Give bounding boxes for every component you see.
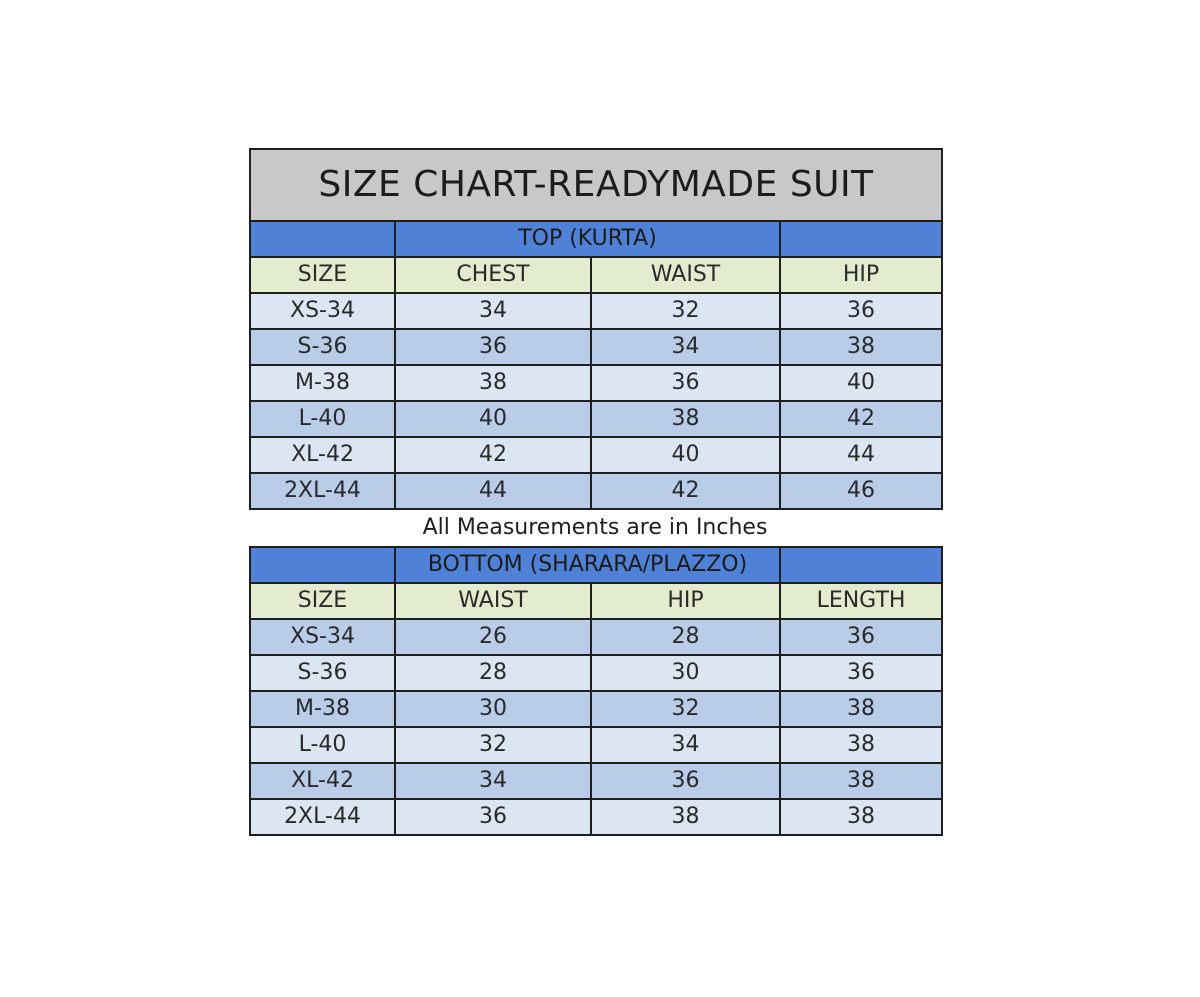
section-row-bottom bbox=[250, 547, 942, 583]
table-row bbox=[250, 763, 942, 799]
value-cell: 28 bbox=[395, 655, 591, 691]
value-cell: 26 bbox=[395, 619, 591, 655]
table-row bbox=[250, 437, 942, 473]
value-cell: 42 bbox=[780, 401, 942, 437]
size-cell: L-40 bbox=[250, 727, 395, 763]
value-cell: 38 bbox=[780, 691, 942, 727]
size-cell: S-36 bbox=[250, 655, 395, 691]
header-cell: CHEST bbox=[395, 257, 591, 293]
chart-title: SIZE CHART-READYMADE SUIT bbox=[250, 149, 942, 221]
bottom-size-table bbox=[249, 546, 943, 836]
value-cell: 34 bbox=[395, 293, 591, 329]
value-cell: 40 bbox=[780, 365, 942, 401]
value-cell: 36 bbox=[780, 655, 942, 691]
header-cell: HIP bbox=[780, 257, 942, 293]
size-cell: M-38 bbox=[250, 365, 395, 401]
value-cell: 46 bbox=[780, 473, 942, 509]
table-row bbox=[250, 329, 942, 365]
table-row bbox=[250, 293, 942, 329]
value-cell: 36 bbox=[780, 293, 942, 329]
table-row bbox=[250, 727, 942, 763]
size-cell: 2XL-44 bbox=[250, 799, 395, 835]
section-blank-right bbox=[780, 547, 942, 583]
section-blank-right bbox=[780, 221, 942, 257]
value-cell: 38 bbox=[591, 799, 780, 835]
value-cell: 30 bbox=[591, 655, 780, 691]
size-cell: XL-42 bbox=[250, 763, 395, 799]
value-cell: 36 bbox=[395, 329, 591, 365]
value-cell: 32 bbox=[591, 293, 780, 329]
header-cell: HIP bbox=[591, 583, 780, 619]
value-cell: 36 bbox=[395, 799, 591, 835]
section-blank-left bbox=[250, 547, 395, 583]
table-row bbox=[250, 655, 942, 691]
size-cell: S-36 bbox=[250, 329, 395, 365]
value-cell: 38 bbox=[591, 401, 780, 437]
table-row bbox=[250, 473, 942, 509]
table-row bbox=[250, 619, 942, 655]
value-cell: 32 bbox=[395, 727, 591, 763]
value-cell: 36 bbox=[591, 763, 780, 799]
size-cell: L-40 bbox=[250, 401, 395, 437]
header-cell: WAIST bbox=[395, 583, 591, 619]
size-cell: M-38 bbox=[250, 691, 395, 727]
section-label-bottom: BOTTOM (SHARARA/PLAZZO) bbox=[395, 547, 780, 583]
value-cell: 38 bbox=[780, 329, 942, 365]
value-cell: 38 bbox=[395, 365, 591, 401]
section-label-top: TOP (KURTA) bbox=[395, 221, 780, 257]
value-cell: 34 bbox=[591, 329, 780, 365]
size-chart bbox=[249, 148, 941, 836]
value-cell: 44 bbox=[395, 473, 591, 509]
table-row bbox=[250, 691, 942, 727]
section-row-top bbox=[250, 221, 942, 257]
value-cell: 34 bbox=[395, 763, 591, 799]
value-cell: 44 bbox=[780, 437, 942, 473]
value-cell: 28 bbox=[591, 619, 780, 655]
value-cell: 38 bbox=[780, 763, 942, 799]
value-cell: 40 bbox=[591, 437, 780, 473]
section-blank-left bbox=[250, 221, 395, 257]
table-row bbox=[250, 401, 942, 437]
value-cell: 34 bbox=[591, 727, 780, 763]
table-row bbox=[250, 365, 942, 401]
size-cell: XL-42 bbox=[250, 437, 395, 473]
value-cell: 36 bbox=[591, 365, 780, 401]
header-cell: LENGTH bbox=[780, 583, 942, 619]
header-cell: WAIST bbox=[591, 257, 780, 293]
title-row bbox=[250, 149, 942, 221]
value-cell: 38 bbox=[780, 727, 942, 763]
header-cell: SIZE bbox=[250, 583, 395, 619]
table-row bbox=[250, 799, 942, 835]
size-cell: XS-34 bbox=[250, 293, 395, 329]
value-cell: 30 bbox=[395, 691, 591, 727]
measurement-note: All Measurements are in Inches bbox=[422, 515, 768, 540]
size-cell: 2XL-44 bbox=[250, 473, 395, 509]
top-size-table bbox=[249, 148, 943, 510]
value-cell: 40 bbox=[395, 401, 591, 437]
value-cell: 32 bbox=[591, 691, 780, 727]
value-cell: 42 bbox=[591, 473, 780, 509]
value-cell: 36 bbox=[780, 619, 942, 655]
header-cell: SIZE bbox=[250, 257, 395, 293]
value-cell: 42 bbox=[395, 437, 591, 473]
value-cell: 38 bbox=[780, 799, 942, 835]
size-cell: XS-34 bbox=[250, 619, 395, 655]
header-row-bottom bbox=[250, 583, 942, 619]
header-row-top bbox=[250, 257, 942, 293]
